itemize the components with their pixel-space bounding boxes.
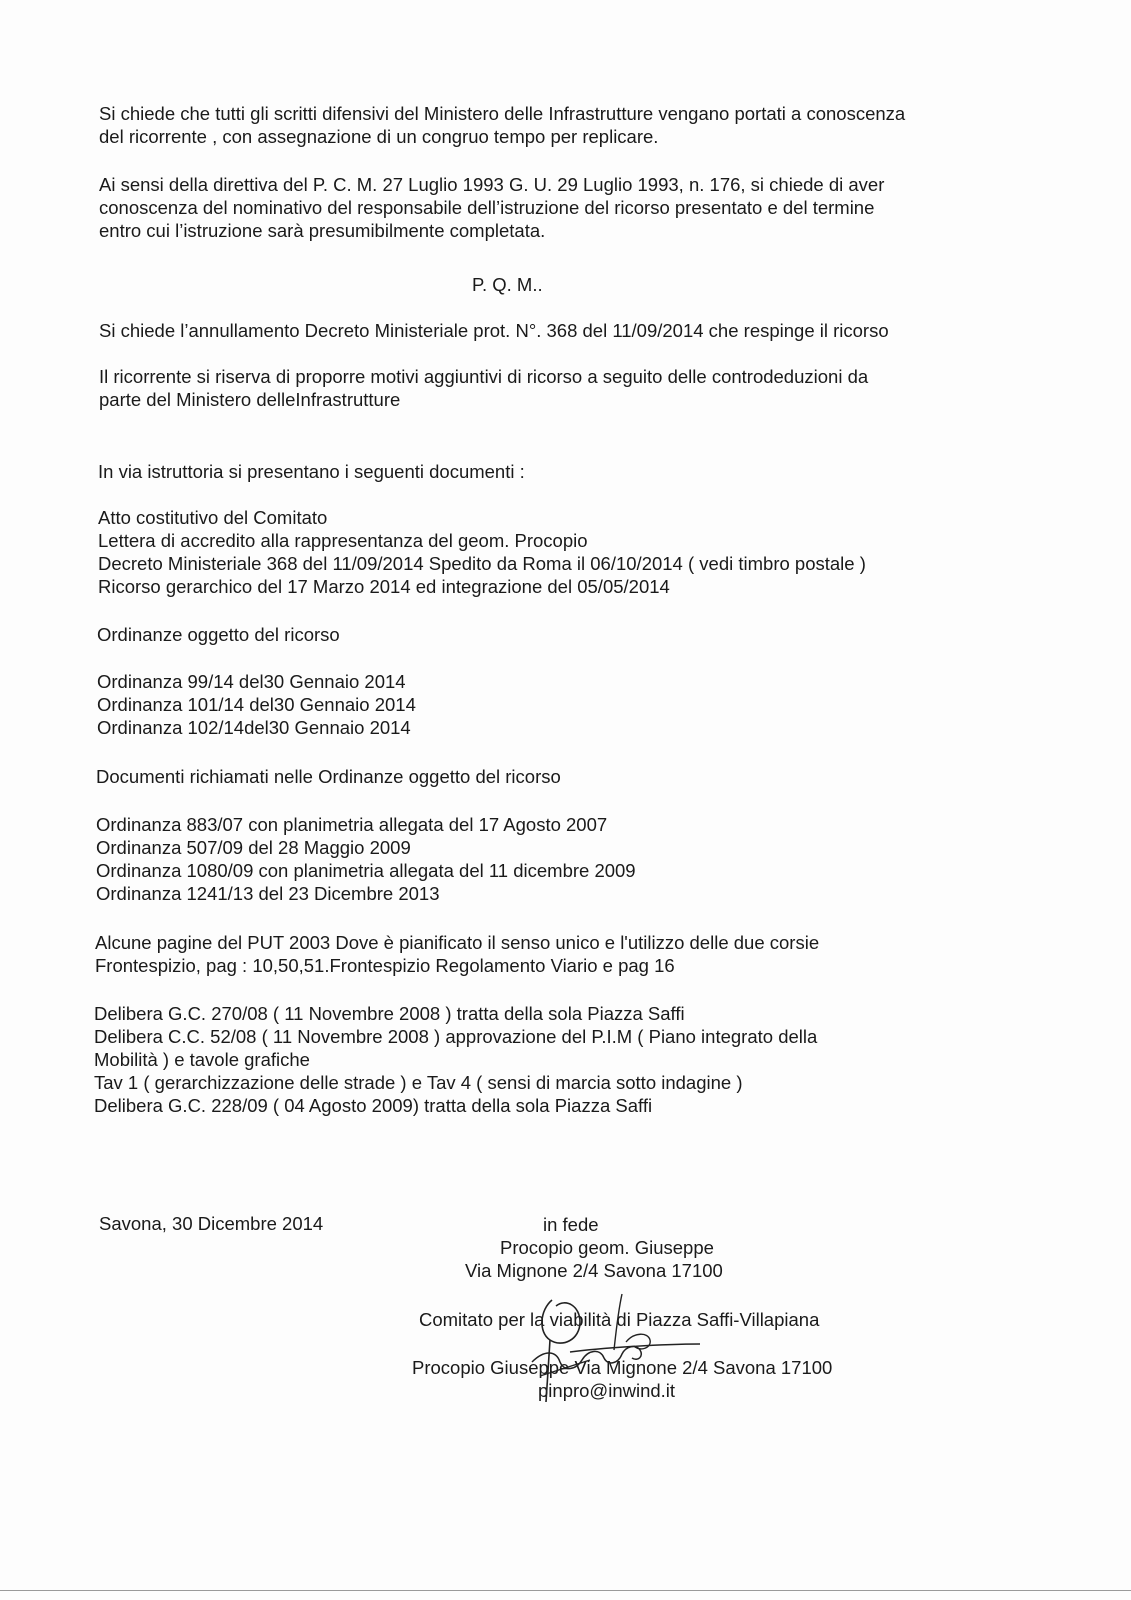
email-address: pinpro@inwind.it xyxy=(538,1380,676,1401)
documents-list-item: Atto costitutivo del Comitato xyxy=(98,507,328,528)
deliberation-line: Tav 1 ( gerarchizzazione delle strade ) e Tav 4 ( sensi di marcia sotto indagine ) xyxy=(94,1072,743,1093)
request-writings-line-2: del ricorrente , con assegnazione di un congruo tempo per replicare. xyxy=(99,126,659,147)
ordinance-item: Ordinanza 101/14 del30 Gennaio 2014 xyxy=(97,694,416,715)
referenced-heading: Documenti richiamati nelle Ordinanze oggetto del ricorso xyxy=(96,766,561,787)
directive-line-1: Ai sensi della direttiva del P. C. M. 27 Luglio 1993 G. U. 29 Luglio 1993, n. 176, si chiede di aver xyxy=(99,174,885,195)
documents-intro: In via istruttoria si presentano i seguenti documenti : xyxy=(98,461,525,482)
request-writings-line-1: Si chiede che tutti gli scritti difensivi del Ministero delle Infrastrutture vengano portati a conoscenza xyxy=(99,103,906,124)
signer-address: Via Mignone 2/4 Savona 17100 xyxy=(465,1260,723,1281)
referenced-item: Ordinanza 883/07 con planimetria allegata del 17 Agosto 2007 xyxy=(96,814,608,835)
closing-formula: in fede xyxy=(543,1214,599,1235)
page-bottom-edge xyxy=(0,1590,1131,1591)
deliberation-line: Mobilità ) e tavole grafiche xyxy=(94,1049,310,1070)
committee-name: Comitato per la viabilità di Piazza Saffi-Villapiana xyxy=(419,1309,820,1330)
ordinances-heading: Ordinanze oggetto del ricorso xyxy=(97,624,340,645)
documents-list-item: Lettera di accredito alla rappresentanza del geom. Procopio xyxy=(98,530,588,551)
committee-signer: Procopio Giuseppe Via Mignone 2/4 Savona 17100 xyxy=(412,1357,833,1378)
directive-line-3: entro cui l’istruzione sarà presumibilmente completata. xyxy=(99,220,546,241)
deliberation-line: Delibera G.C. 228/09 ( 04 Agosto 2009) tratta della sola Piazza Saffi xyxy=(94,1095,653,1116)
documents-list-item: Decreto Ministeriale 368 del 11/09/2014 Spedito da Roma il 06/10/2014 ( vedi timbro postale ) xyxy=(98,553,866,574)
referenced-item: Ordinanza 507/09 del 28 Maggio 2009 xyxy=(96,837,411,858)
directive-line-2: conoscenza del nominativo del responsabile dell’istruzione del ricorso presentato e del termine xyxy=(99,197,875,218)
reservation-line-2: parte del Ministero delleInfrastrutture xyxy=(99,389,401,410)
ordinance-item: Ordinanza 102/14del30 Gennaio 2014 xyxy=(97,717,411,738)
documents-list-item: Ricorso gerarchico del 17 Marzo 2014 ed integrazione del 05/05/2014 xyxy=(98,576,670,597)
deliberation-line: Delibera G.C. 270/08 ( 11 Novembre 2008 ) tratta della sola Piazza Saffi xyxy=(94,1003,685,1024)
put-pages-line-1: Alcune pagine del PUT 2003 Dove è pianificato il senso unico e l'utilizzo delle due corsie xyxy=(95,932,820,953)
place-date: Savona, 30 Dicembre 2014 xyxy=(99,1213,324,1234)
put-pages-line-2: Frontespizio, pag : 10,50,51.Frontespizio Regolamento Viario e pag 16 xyxy=(95,955,675,976)
referenced-item: Ordinanza 1241/13 del 23 Dicembre 2013 xyxy=(96,883,440,904)
signer-name: Procopio geom. Giuseppe xyxy=(500,1237,714,1258)
deliberation-line: Delibera C.C. 52/08 ( 11 Novembre 2008 ) approvazione del P.I.M ( Piano integrato della xyxy=(94,1026,818,1047)
pqm-heading: P. Q. M.. xyxy=(472,274,543,295)
ordinance-item: Ordinanza 99/14 del30 Gennaio 2014 xyxy=(97,671,406,692)
reservation-line-1: Il ricorrente si riserva di proporre motivi aggiuntivi di ricorso a seguito delle controdeduzioni da xyxy=(99,366,869,387)
annulment-request: Si chiede l’annullamento Decreto Ministeriale prot. N°. 368 del 11/09/2014 che respinge il ricorso xyxy=(99,320,889,341)
referenced-item: Ordinanza 1080/09 con planimetria allegata del 11 dicembre 2009 xyxy=(96,860,636,881)
